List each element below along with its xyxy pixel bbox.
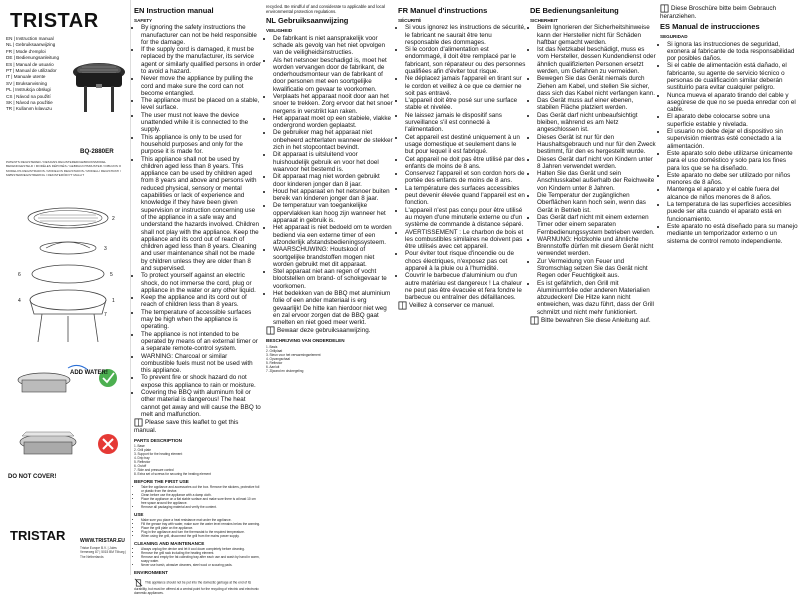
en-use-item: • Plug in the appliance and turn the thermostat to the required temperature. [141, 530, 262, 534]
en-before-heading: BEFORE THE FIRST USE [134, 478, 189, 484]
language-item: NL | Gebruiksaanwijzing [6, 42, 56, 48]
en-save-note [134, 418, 262, 434]
nl-safety-item: • Als het netsnoer beschadigd is, moet het worden vervangen door de fabrikant, de onderhoudsmonteur van de fabrikant of door personen met een soortgelijke kwalificatie om gevaar te voorkomen. [273, 57, 394, 93]
weee-bin-icon [134, 578, 143, 587]
fr-safety-item: • Cet appareil est destiné uniquement à un usage domestique et seulement dans le but pour lequel il est fabriqué. [405, 134, 526, 156]
es-safety-item: • La temperatura de las superficies accesibles puede ser alta cuando el aparato está en funcionamiento. [667, 201, 798, 223]
de-safety-item: • Das Gerät darf nicht mit einem externen Timer oder einem separaten Fernbedienungssystem betrieben werden. [537, 214, 656, 236]
fr-save-note-text: Veillez à conserver ce manuel. [409, 302, 495, 310]
es-safety-item: • Este aparato solo debe utilizarse únicamente para el uso doméstico y solo para los fines para los que se ha diseñado. [667, 150, 798, 172]
fr-safety-heading: SÉCURITÉ [398, 18, 422, 23]
es-safety-item: • Si el cable de alimentación está dañado, el fabricante, su agente de servicio técnico o personas de cualificación similar deberán sustituirlo para evitar cualquier peligro. [667, 62, 798, 91]
language-item: EN | Instruction manual [6, 36, 54, 41]
en-safety-item: • Keep the appliance and its cord out of reach of children less than 8 years. [141, 294, 262, 309]
en-part-item: 2. Grill plate [134, 447, 152, 452]
manual-book-icon [398, 301, 407, 310]
en-part-item: 8. Extra set of screws for securing the heating element [134, 471, 211, 476]
fr-safety-item: • L'appareil doit être posé sur une surface stable et nivelée. [405, 97, 526, 112]
nl-part-item: 4. Opvangschaal [266, 356, 290, 361]
fr-save-note [398, 301, 526, 310]
language-item: FR | Mode d'emploi [6, 48, 46, 54]
de-save-note-text: Bitte bewahren Sie diese Anleitung auf. [541, 317, 651, 325]
dutch-column [266, 4, 394, 572]
svg-text:5: 5 [110, 272, 113, 278]
nl-parts-list [266, 345, 394, 373]
en-safety-item: • This appliance shall not be used by children aged less than 8 years. This appliance can be used by children aged from 8 years and above and persons with reduced physical, sensory or mental capabilities or lack of experience and knowledge if they have been given supervision or instruction concerning use of the appliance in a safe way and understand the hazards involved. Children shall not play with the appliance. Keep the appliance and its cord out of reach of children aged less than 8 years. Cleaning and user maintenance shall not be made by children unless they are older than 8 and supervised. [141, 156, 262, 273]
es-safety-item: • Nunca mueva el aparato tirando del cable y asegúrese de que no se pueda enredar con el cable. [667, 92, 798, 114]
de-safety-item: • Beim Ignorieren der Sicherheitshinweise kann der Hersteller nicht für Schäden haftbar gemacht werden. [537, 24, 656, 46]
de-safety-item: • Dieses Gerät darf nicht von Kindern unter 8 Jahren verwendet werden. [537, 156, 656, 171]
en-safety-item: • This appliance is only to be used for household purposes and only for the purpose it is made for. [141, 134, 262, 156]
language-item: CS | Návod na použití [6, 93, 51, 99]
de-safety-item: • Zur Vermeidung von Feuer und Stromschlag setzen Sie das Gerät nicht Regen oder Feuchtigkeit aus. [537, 258, 656, 280]
nl-part-item: 1. Basis [266, 344, 278, 349]
fr-safety-item: • Si le cordon d'alimentation est endommagé, il doit être remplacé par le fabricant, son réparateur ou des personnes qualifiées afin d'éviter tout risque. [405, 46, 526, 75]
nl-safety-heading: VEILIGHEID [266, 28, 293, 34]
fr-safety-item: • Couvrir le barbecue d'aluminium ou d'un autre matériau est dangereux ! La chaleur ne peut pas être évacuée et fera fondre le barbecue ou entraîner des défaillances. [405, 272, 526, 301]
add-water-warning: ADD WATER! [70, 370, 108, 376]
nl-safety-item: • Dit apparaat mag niet worden gebruikt door kinderen jonger dan 8 jaar. [273, 173, 394, 188]
nl-safety-item: • Het apparaat moet op een stabiele, vlakke ondergrond worden geplaatst. [273, 115, 394, 130]
en-part-item: 4. Drip tray [134, 455, 150, 460]
french-column [398, 4, 526, 572]
fr-section-title: FR Manuel d'instructions [398, 6, 488, 15]
de-save-note [530, 316, 656, 325]
es-safety-item: • El aparato debe colocarse sobre una superficie estable y nivelada. [667, 113, 798, 128]
svg-text:4: 4 [18, 298, 21, 304]
en-before-item: • Remove all packaging material and verify the content. [141, 505, 262, 509]
website-link[interactable]: WWW.TRISTAR.EU [80, 538, 125, 544]
en-safety-item: • Covering the BBQ with aluminum foil or other material is dangerous! The heat cannot get away and will cause the BBQ to melt and malfunction. [141, 389, 262, 418]
nl-safety-item: • Stel apparaat niet aan regen of vocht blootstellen om brand- of schokgevaar te voorkomen. [273, 268, 394, 290]
patents-notice: PATENTS REGISTERED / DESIGNS REGISTERED/GEBRUIKSMODEL BEKENDGESTELD / MODÈLES DÉPOSÉS / GEBRAUCHSMUSTER / DIBUJOS O MODELOS REGISTRADOS / MODELOS REGISTADOS / MODELLI REGISTRATI / MØNSTERREGISTRERING / REKISTERÖIDYT MALLIT [6, 160, 122, 178]
manual-book-icon [134, 418, 143, 427]
es-safety-item: • Si ignora las instrucciones de seguridad, exonera al fabricante de toda responsabilidad por posibles daños. [667, 41, 798, 63]
language-item: SK | Návod na použitie [6, 100, 53, 106]
fr-safety-item: • Ne laissez jamais le dispositif sans surveillance s'il est connecté à l'alimentation. [405, 112, 526, 134]
model-number: BQ-2880ER [80, 148, 114, 155]
language-item: ES | Manual de usuario [6, 61, 54, 67]
nl-save-note [266, 326, 394, 335]
en-safety-item: • To prevent fire or shock hazard do not expose this appliance to rain or moisture. [141, 374, 262, 389]
en-environment-body: This appliance should not be put into the domestic garbage at the end of its durability, but must be offered at a central point for the recycling of electric and electronic domestic appliances. [134, 579, 259, 595]
en-part-item: 7. Side and pressure control [134, 467, 174, 472]
en-safety-item: • To protect yourself against an electric shock, do not immerse the cord, plug or appliance in the water or any other liquid. [141, 272, 262, 294]
fr-safety-item: • L'appareil n'est pas conçu pour être utilisé au moyen d'une minuterie externe ou d'un système de commande à distance séparé. [405, 207, 526, 229]
bbq-product-image [70, 46, 128, 116]
language-item: PL | Instrukcja obsługi [6, 87, 51, 93]
language-list [6, 36, 68, 113]
en-safety-item: • The temperature of accessible surfaces may be high when the appliance is operating. [141, 309, 262, 331]
en-before-item: • Take the appliance and accessories out the box. Remove the stickers, protective foil or plastic from the device. [141, 485, 262, 493]
nl-safety-item: • De temperatuur van toegankelijke oppervlakken kan hoog zijn wanneer het apparaat in gebruik is. [273, 202, 394, 224]
fr-safety-item: • Pour éviter tout risque d'incendie ou de chocs électriques, n'exposez pas cet appareil à la pluie ou à l'humidité. [405, 250, 526, 272]
en-safety-item: • The user must not leave the device unattended while it is connected to the supply. [141, 112, 262, 134]
fr-safety-item: • Conservez l'appareil et son cordon hors de portée des enfants de moins de 8 ans. [405, 170, 526, 185]
nl-intro: recycled. Be mindful of and considerate to applicable and local environmental protection regulations. [266, 4, 385, 15]
nl-safety-item: • Het bedekken van de BBQ met aluminium folie of een ander materiaal is erg gevaarlijk! De hitte kan hierdoor niet weg en zal ervoor zorgen dat de BBQ gaat smelten en niet goed meer werkt. [273, 290, 394, 326]
en-use-item: • Make sure you place a heat resistance mat under the appliance. [141, 518, 262, 522]
nl-part-item: 5. Reflector [266, 360, 283, 365]
manual-book-icon [266, 326, 275, 335]
fr-safety-item: • Cet appareil ne doit pas être utilisé par des enfants de moins de 8 ans. [405, 156, 526, 171]
en-use-item: • Fill the grease tray with water, make sure the water level remains below the warning. [141, 522, 262, 526]
german-column [530, 4, 656, 572]
do-not-cover-diagram [8, 424, 126, 472]
nl-part-item: 3. Steun voor het verwarmingselement [266, 352, 321, 357]
en-part-item: 1. Base [134, 443, 145, 448]
nl-section-title: NL Gebruiksaanwijzing [266, 16, 349, 26]
cover-column [0, 0, 131, 575]
fr-safety-item: • La température des surfaces accessibles peut devenir élevée quand l'appareil est en fonction. [405, 185, 526, 207]
en-use-heading: USE [134, 511, 144, 517]
svg-text:1: 1 [112, 298, 115, 304]
en-safety-item: • WARNING: Charcoal or similar combustible fuels must not be used with this appliance. [141, 353, 262, 375]
en-before-item: • Place the appliance on a flat stable surface and make sure there is at least 10 cm free space around the appliance. [141, 497, 262, 505]
en-cleaning-item: • Always unplug the device and let it cool down completely before cleaning. [141, 547, 262, 551]
en-parts-list [134, 444, 262, 476]
company-address: Tristar Europe B.V. | Jules Verneweg 87 | 5015 BM Tilburg | The Netherlands [80, 546, 127, 559]
en-use-item: • Place the grill plate on the appliance. [141, 526, 262, 530]
fr-safety-item: • Si vous ignorez les instructions de sécurité, le fabricant ne saurait être tenu responsable des dommages. [405, 24, 526, 46]
nl-parts-heading: BESCHRIJVING VAN ONDERDELEN [266, 338, 345, 344]
es-intro [660, 4, 798, 20]
de-safety-item: • Das Gerät darf nicht unbeaufsichtigt bleiben, während es am Netz angeschlossen ist. [537, 112, 656, 134]
en-part-item: 6. On/off [134, 463, 147, 468]
en-before-item: • Clean before use the appliance with a damp cloth. [141, 493, 262, 497]
en-safety-item: • The appliance is not intended to be operated by means of an external timer or a separate remote-control system. [141, 331, 262, 353]
es-safety-item: • Este aparato no debe ser utilizado por niños menores de 8 años. [667, 172, 798, 187]
add-water-diagram [8, 360, 126, 420]
en-part-item: 3. Support for the heating element [134, 451, 183, 456]
svg-text:2: 2 [112, 216, 115, 222]
fr-safety-item: • Ne déplacez jamais l'appareil en tirant sur le cordon et veillez à ce que ce dernier ne soit pas entravé. [405, 75, 526, 97]
language-item: DE | Bedienungsanleitung [6, 55, 60, 61]
es-safety-heading: SEGURIDAD [660, 34, 688, 40]
de-safety-heading: SICHERHEIT [530, 18, 558, 23]
de-safety-item: • Es ist gefährlich, den Grill mit Aluminiumfolie oder anderen Materialien abzudecken! Die Hitze kann nicht entweichen, was dazu führt, dass der Grill schmilzt und nicht mehr funktioniert. [537, 280, 656, 316]
en-section-title: EN Instruction manual [134, 6, 214, 15]
en-safety-item: • The appliance must be placed on a stable, level surface. [141, 97, 262, 112]
language-item: TR | Kullanım kılavuzu [6, 106, 52, 112]
svg-text:3: 3 [104, 246, 107, 252]
en-cleaning-item: • Never use harsh, abrasive cleaners, steel wool or scouring pads. [141, 563, 262, 567]
nl-part-item: 2. Grillplaat [266, 348, 283, 353]
nl-part-item: 7. Zijwand en drukregeling [266, 368, 304, 373]
en-cleaning-item: • Remove the grill rack including the heating element. [141, 551, 262, 555]
do-not-cover-warning: DO NOT COVER! [8, 474, 57, 480]
nl-safety-item: • Verplaats het apparaat nooit door aan het snoer te trekken. Zorg ervoor dat het snoer nergens in verstrikt kan raken. [273, 93, 394, 115]
en-use-item: • When using the grill, disconnect the grill from the mains power supply. [141, 534, 262, 538]
en-part-item: 5. Reflector [134, 459, 151, 464]
de-section-title: DE Bedienungsanleitung [530, 6, 619, 15]
footer-brand-logo: TRISTAR [10, 528, 66, 543]
en-cleaning-heading: CLEANING AND MAINTENANCE [134, 541, 205, 547]
english-column [134, 4, 262, 595]
es-safety-item: • Este aparato no está diseñado para su manejo mediante un temporizador externo o un sistema de control remoto independiente. [667, 223, 798, 245]
svg-text:6: 6 [18, 272, 21, 278]
en-safety-item: • By ignoring the safety instructions the manufacturer can not be held responsible for the damage. [141, 24, 262, 46]
nl-safety-item: • Het apparaat is niet bedoeld om te worden bediend via een externe timer of een afzonderlijk afstandsbedieningssysteem. [273, 224, 394, 246]
en-parts-heading: PARTS DESCRIPTION [134, 437, 182, 443]
en-save-note-text: Please save this leaflet to get this manual. [134, 419, 239, 435]
brand-logo: TRISTAR [10, 10, 99, 32]
de-safety-item: • Dieses Gerät ist nur für den Haushaltsgebrauch und nur für den Zweck bestimmt, für den es hergestellt wurde. [537, 134, 656, 156]
nl-safety-item: • De fabrikant is niet aansprakelijk voor schade als gevolg van het niet opvolgen van de veiligheidsinstructies. [273, 35, 394, 57]
nl-safety-item: • WAARSCHUWING: Houtskool of soortgelijke brandstoffen mogen niet worden gebruikt met dit apparaat. [273, 246, 394, 268]
es-safety-item: • El usuario no debe dejar el dispositivo sin supervisión mientras esté conectado a la alimentación. [667, 128, 798, 150]
nl-safety-item: • De gebruiker mag het apparaat niet onbeheerd achterlaten wanneer de stekker zich in het stopcontact bevindt. [273, 129, 394, 151]
nl-part-item: 6. Aan/uit [266, 364, 280, 369]
spanish-column [660, 4, 798, 572]
language-item: IT | Manuale utente [6, 74, 46, 80]
language-item: PT | Manual de utilizador [6, 68, 57, 74]
es-safety-item: • Mantenga el aparato y el cable fuera del alcance de niños menores de 8 años. [667, 186, 798, 201]
en-safety-heading: SAFETY [134, 18, 153, 23]
parts-exploded-diagram [8, 196, 126, 346]
language-item: SV | Bruksanvisning [6, 80, 48, 86]
en-environment-text [134, 578, 262, 595]
nl-safety-item: • Houd het apparaat en het netsnoer buiten bereik van kinderen jonger dan 8 jaar. [273, 188, 394, 203]
en-environment-heading: ENVIRONMENT [134, 570, 168, 576]
nl-safety-item: • Dit apparaat is uitsluitend voor huishoudelijk gebruik en voor het doel waarvoor het bestemd is. [273, 151, 394, 173]
en-cleaning-item: • Remove and empty the fat collecting tray after each use and wash by hand in warm, soapy water. [141, 555, 262, 563]
svg-text:7: 7 [104, 312, 107, 318]
de-safety-item: • Das Gerät muss auf einer ebenen, stabilen Fläche platziert werden. [537, 97, 656, 112]
en-safety-item: • If the supply cord is damaged, it must be replaced by the manufacturer, its service agent or similarly qualified persons in order to avoid a hazard. [141, 46, 262, 75]
de-safety-item: • Halten Sie das Gerät und sein Anschlusskabel außerhalb der Reichweite von Kindern unter 8 Jahren. [537, 170, 656, 192]
manual-book-icon [660, 4, 669, 13]
de-safety-item: • Bewegen Sie das Gerät niemals durch Ziehen am Kabel, und stellen Sie sicher, dass sich das Kabel nicht verfangen kann. [537, 75, 656, 97]
es-section-title: ES Manual de instrucciones [660, 22, 760, 32]
de-safety-item: • Ist das Netzkabel beschädigt, muss es vom Hersteller, dessen Kundendienst oder ähnlich qualifizierten Personen ersetzt werden, um Gefahren zu vermeiden. [537, 46, 656, 75]
de-safety-item: • WARNUNG: Holzkohle und ähnliche Brennstoffe dürfen mit diesem Gerät nicht verwendet werden. [537, 236, 656, 258]
de-safety-item: • Die Temperatur der zugänglichen Oberflächen kann hoch sein, wenn das Gerät in Betrieb ist. [537, 192, 656, 214]
es-intro-text: Diese Broschüre bitte beim Gebrauch heranziehen. [660, 5, 776, 20]
en-safety-item: • Never move the appliance by pulling the cord and make sure the cord can not become entangled. [141, 75, 262, 97]
fr-safety-item: • AVERTISSEMENT : Le charbon de bois et les combustibles similaires ne doivent pas être utilisés avec cet appareil. [405, 229, 526, 251]
nl-save-note-text: Bewaar deze gebruiksaanwijzing. [277, 327, 371, 335]
manual-book-icon [530, 316, 539, 325]
